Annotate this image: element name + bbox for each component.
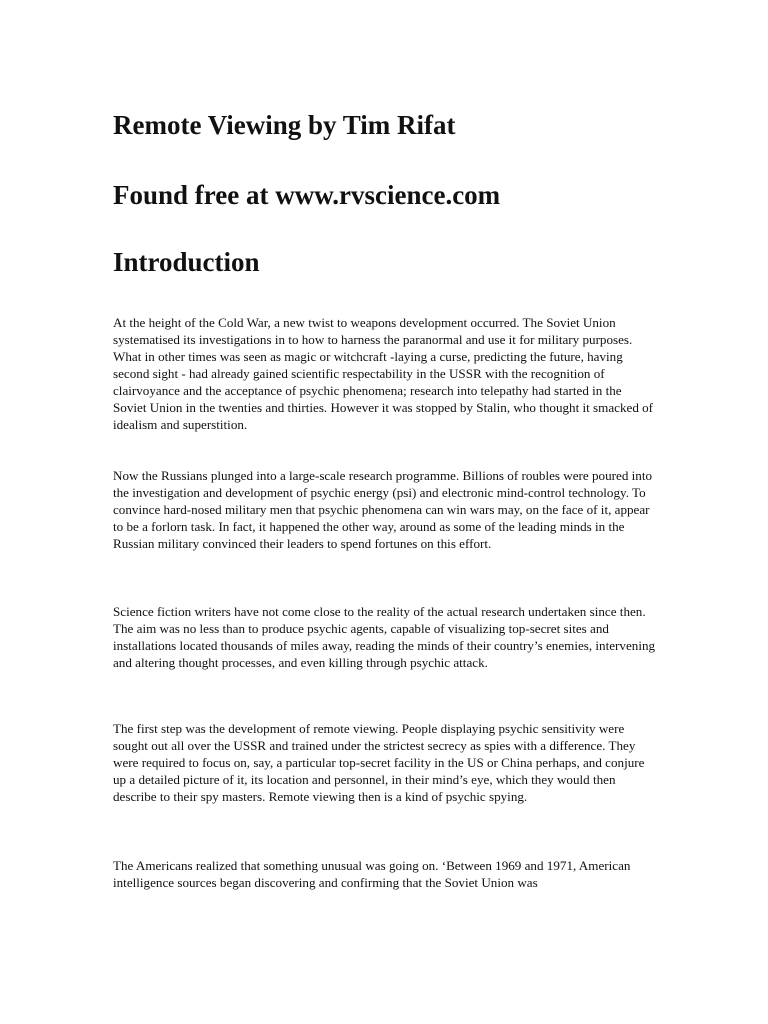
paragraph-4: The first step was the development of remote viewing. People displaying psychic sensitivity were sought out all over the USSR and trained under the strictest secrecy as spies with a difference. They were required to focus on, say, a particular top-secret facility in the US or China perhaps, and conjure up a detailed picture of it, its location and personnel, in their mind’s eye, which they would then describe to their spy masters. Remote viewing then is a kind of psychic spying. — [113, 721, 645, 804]
source-line: Found free at www.rvscience.com — [113, 180, 501, 210]
document-title: Remote Viewing by Tim Rifat — [113, 110, 456, 140]
paragraph-2: Now the Russians plunged into a large-scale research programme. Billions of roubles were poured into the investigation and development of psychic energy (psi) and electronic mind-control technology. To convince hard-nosed military men that psychic phenomena can win wars may, on the face of it, appear to be a forlorn task. In fact, it happened the other way, around as some of the leading minds in the Russian military convinced their leaders to spend fortunes on this effort. — [113, 468, 653, 551]
paragraph-5: The Americans realized that something unusual was going on. ‘Between 1969 and 1971, American intelligence sources began discovering and confirming that the Soviet Union was — [113, 858, 631, 890]
paragraph-3: Science fiction writers have not come close to the reality of the actual research undertaken since then. The aim was no less than to produce psychic agents, capable of visualizing top-secret sites and installations located thousands of miles away, reading the minds of their country’s enemies, intervening and altering thought processes, and even killing through psychic attack. — [113, 604, 656, 670]
section-heading: Introduction — [113, 247, 260, 277]
paragraph-1: At the height of the Cold War, a new twist to weapons development occurred. The Soviet Union systematised its investigations in to how to harness the paranormal and use it for military purposes. What in other times was seen as magic or witchcraft -laying a curse, predicting the future, having second sight - had already gained scientific respectability in the USSR with the recognition of clairvoyance and the acceptance of psychic phenomena; research into telepathy had started in the Soviet Union in the twenties and thirties. However it was stopped by Stalin, who thought it smacked of idealism and superstition. — [113, 315, 654, 432]
